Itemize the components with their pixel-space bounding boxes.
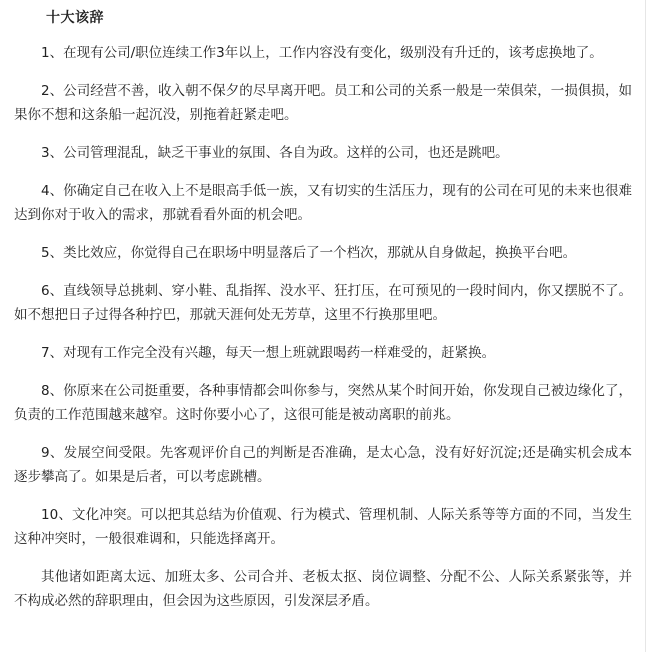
paragraph-9: 9、发展空间受限。先客观评价自己的判断是否准确，是太心急，没有好好沉淀;还是确实机会成本逐步攀高了。如果是后者，可以考虑跳槽。 <box>14 445 632 485</box>
article-title: 十大该辞 <box>46 10 104 26</box>
paragraph-5: 5、类比效应，你觉得自己在职场中明显落后了一个档次，那就从自身做起，换换平台吧。 <box>41 245 577 261</box>
paragraph-10: 10、文化冲突。可以把其总结为价值观、行为模式、管理机制、人际关系等等方面的不同，当发生这种冲突时，一般很难调和，只能选择离开。 <box>14 507 632 547</box>
paragraph-4: 4、你确定自己在收入上不是眼高手低一族，又有切实的生活压力，现有的公司在可见的未来也很难达到你对于收入的需求，那就看看外面的机会吧。 <box>14 183 632 223</box>
paragraph-1: 1、在现有公司/职位连续工作3年以上，工作内容没有变化，级别没有升迁的，该考虑换地了。 <box>41 45 603 61</box>
paragraph-6: 6、直线领导总挑刺、穿小鞋、乱指挥、没水平、狂打压，在可预见的一段时间内，你又摆脱不了。如不想把日子过得各种拧巴，那就天涯何处无芳草，这里不行换那里吧。 <box>14 283 632 323</box>
paragraph-8: 8、你原来在公司挺重要，各种事情都会叫你参与，突然从某个时间开始，你发现自己被边缘化了，负责的工作范围越来越窄。这时你要小心了，这很可能是被动离职的前兆。 <box>14 383 632 423</box>
paragraph-7: 7、对现有工作完全没有兴趣，每天一想上班就跟喝药一样难受的，赶紧换。 <box>41 345 496 361</box>
paragraph-other: 其他诸如距离太远、加班太多、公司合并、老板太抠、岗位调整、分配不公、人际关系紧张等，并不构成必然的辞职理由，但会因为这些原因，引发深层矛盾。 <box>14 569 632 609</box>
paragraph-3: 3、公司管理混乱，缺乏干事业的氛围、各自为政。这样的公司，也还是跳吧。 <box>41 145 509 161</box>
paragraph-2: 2、公司经营不善，收入朝不保夕的尽早离开吧。员工和公司的关系一般是一荣俱荣，一损俱损，如果你不想和这条船一起沉没，别拖着赶紧走吧。 <box>14 83 632 123</box>
